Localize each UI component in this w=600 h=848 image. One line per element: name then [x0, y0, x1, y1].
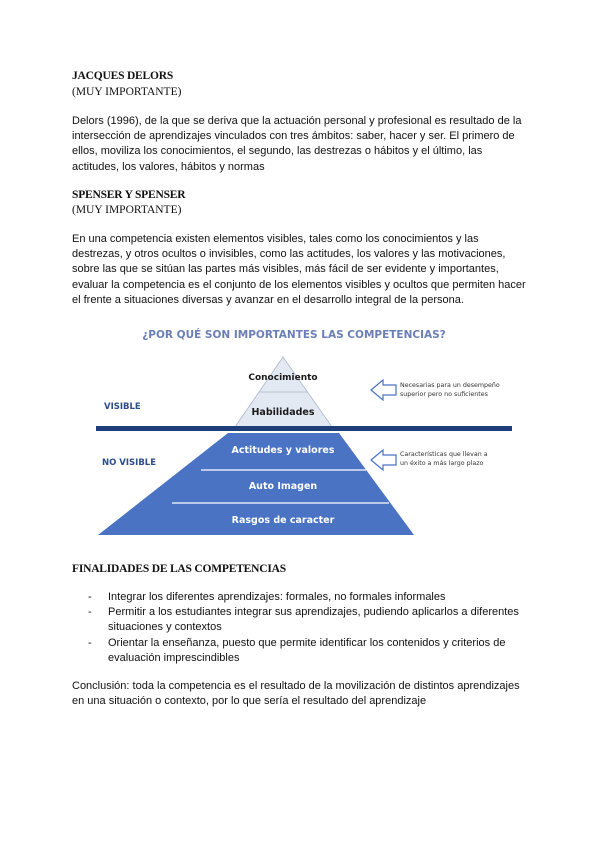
heading-finalidades: FINALIDADES DE LAS COMPETENCIAS [72, 563, 286, 575]
diagram-title: ¿POR QUÉ SON IMPORTANTES LAS COMPETENCIAS? [142, 329, 446, 341]
arrow-left-icon [371, 380, 396, 400]
visibility-divider [96, 426, 512, 431]
arrow-left-icon [371, 450, 396, 470]
bullet-dash: - [88, 606, 92, 619]
callout-hidden-line1: Características que llevan a [400, 451, 488, 458]
heading-delors: JACQUES DELORS [72, 70, 174, 82]
level-label-skills: Habilidades [251, 407, 315, 418]
level-label-character: Rasgos de caracter [231, 515, 335, 526]
competencies-pyramid-diagram [96, 320, 512, 542]
note-spenser: (MUY IMPORTANTE) [72, 204, 182, 216]
list-item: - Orientar la enseñanza, puesto que permite identificar los contenidos y criterios de evaluación imprescindibles [88, 636, 506, 664]
note-delors: (MUY IMPORTANTE) [72, 86, 182, 98]
label-visible: VISIBLE [104, 402, 141, 412]
callout-visible-line2: superior pero no suficientes [400, 391, 488, 398]
level-label-knowledge: Conocimiento [248, 373, 318, 383]
paragraph-spenser: En una competencia existen elementos visibles, tales como los conocimientos y las destrezas, y otros ocultos o invisibles, como las actitudes, los valores y las motivaciones, sobre las que se sitúan las partes más visibles, más fácil de ser evidente y importantes, evaluar la competencia es el conjunto de los elementos visibles y ocultos que permiten hacer el frente a situaciones diversas y avanzar en el desarrollo integral de la persona. [72, 233, 526, 306]
bullet-dash: - [88, 636, 92, 649]
bullet-dash: - [88, 591, 92, 603]
callout-hidden-line2: un éxito a más largo plazo [400, 460, 484, 467]
finalidades-list [88, 590, 533, 666]
level-label-attitudes: Actitudes y valores [231, 445, 335, 456]
paragraph-conclusion: Conclusión: toda la competencia es el resultado de la movilización de distintos aprendizajes en una situación o contexto, por lo que sería el resultado del aprendizaje [72, 680, 520, 708]
callout-visible-line1: Necesarias para un desempeño [400, 382, 500, 389]
paragraph-delors: Delors (1996), de la que se deriva que la actuación personal y profesional es resultado de la intersección de aprendizajes vinculados con tres ámbitos: saber, hacer y ser. El primero de ellos, moviliza los conocimientos, el segundo, las destrezas o hábitos y el último, las actitudes, los valores, hábitos y normas [72, 115, 522, 173]
label-not-visible: NO VISIBLE [102, 458, 157, 468]
level-label-self-image: Auto Imagen [248, 481, 318, 492]
list-item: - Permitir a los estudiantes integrar sus aprendizajes, pudiendo aplicarlos a diferentes situaciones y contextos [88, 606, 519, 634]
list-item: - Integrar los diferentes aprendizajes: formales, no formales informales [88, 590, 533, 605]
heading-spenser: SPENSER Y SPENSER [72, 189, 186, 201]
